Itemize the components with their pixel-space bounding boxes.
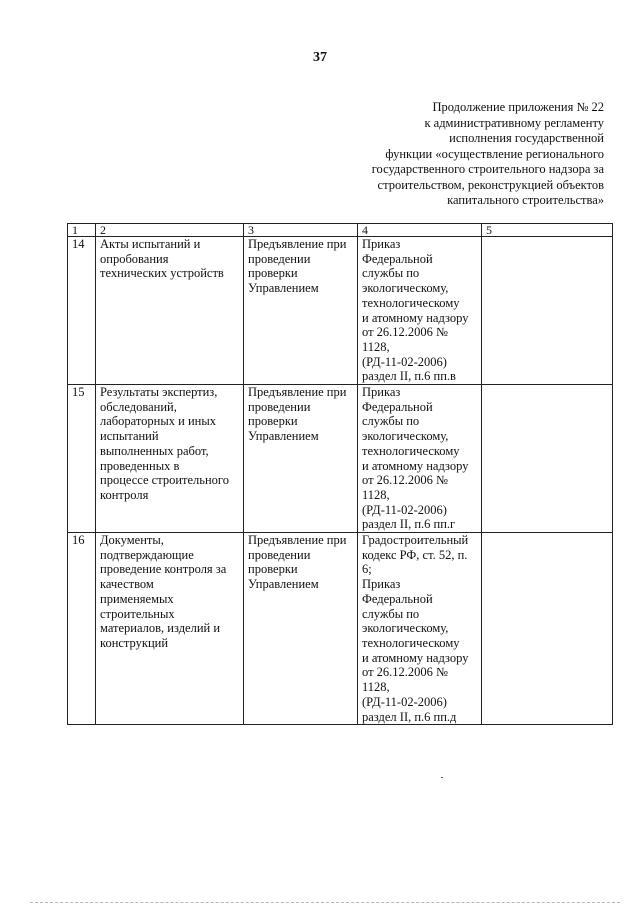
row-number-cell: 14 <box>68 237 96 385</box>
method-cell <box>244 533 358 725</box>
basis-cell-line: Градостроительный <box>362 533 469 548</box>
basis-cell-line: раздел II, п.6 пп.в <box>362 369 456 384</box>
basis-cell-line: от 26.12.2006 № <box>362 665 448 680</box>
method-cell-line: проверки <box>248 266 298 281</box>
header-line: Продолжение приложения № 22 <box>432 100 604 114</box>
basis-cell-line: службы по <box>362 414 420 429</box>
document-cell-line: обследований, <box>100 399 177 414</box>
basis-cell-line: Приказ <box>362 237 401 251</box>
basis-cell-line: экологическому, <box>362 429 449 444</box>
document-cell-line: Результаты экспертиз, <box>100 385 218 400</box>
basis-cell-line: (РД-11-02-2006) <box>362 354 447 369</box>
table-body <box>68 224 613 725</box>
method-cell-line: Предъявление при <box>248 237 347 251</box>
header-line: капитального строительства» <box>447 193 604 207</box>
column-header: 1 <box>68 224 96 237</box>
note-cell <box>482 533 613 725</box>
method-cell-line: Управлением <box>248 577 319 592</box>
basis-cell-line: технологическому <box>362 443 460 458</box>
document-cell-line: выполненных работ, <box>100 443 209 458</box>
basis-cell-line: Федеральной <box>362 399 433 414</box>
basis-cell-line: от 26.12.2006 № <box>362 473 448 488</box>
basis-cell-line: и атомному надзору <box>362 650 469 665</box>
note-cell <box>482 385 613 533</box>
page-number: 37 <box>313 50 327 65</box>
document-cell-line: Акты испытаний и <box>100 237 201 251</box>
basis-cell-line: Приказ <box>362 385 401 400</box>
table-row <box>68 237 613 385</box>
header-line: исполнения государственной <box>449 131 604 145</box>
basis-cell-line: (РД-11-02-2006) <box>362 502 447 517</box>
method-cell-line: Управлением <box>248 281 319 296</box>
table-header-row <box>68 224 613 237</box>
basis-cell-line: службы по <box>362 266 420 281</box>
header-line: функции «осуществление регионального <box>385 146 604 161</box>
document-cell <box>96 533 244 725</box>
document-cell-line: подтверждающие <box>100 547 194 562</box>
basis-cell-line: 1128, <box>362 680 390 695</box>
basis-cell-line: 1128, <box>362 339 390 354</box>
method-cell <box>244 237 358 385</box>
basis-cell-line: службы по <box>362 606 420 621</box>
column-header: 4 <box>358 224 482 237</box>
method-cell-line: проверки <box>248 414 298 429</box>
row-number-cell: 16 <box>68 533 96 725</box>
basis-cell-line: раздел II, п.6 пп.г <box>362 517 456 532</box>
method-cell <box>244 385 358 533</box>
document-cell-line: Документы, <box>100 533 164 548</box>
document-cell-line: проведенных в <box>100 458 180 473</box>
column-header: 5 <box>482 224 613 237</box>
basis-cell-line: Приказ <box>362 577 401 592</box>
document-cell-line: технических устройств <box>100 266 224 281</box>
document-cell-line: контроля <box>100 487 149 502</box>
method-cell-line: проведении <box>248 399 311 414</box>
table-row <box>68 385 613 533</box>
regulation-table <box>67 223 613 725</box>
basis-cell-line: технологическому <box>362 635 460 650</box>
basis-cell-line: 1128, <box>362 487 390 502</box>
document-cell-line: конструкций <box>100 635 169 650</box>
document-cell <box>96 385 244 533</box>
column-header: 2 <box>96 224 244 237</box>
table-row <box>68 533 613 725</box>
basis-cell-line: кодекс РФ, ст. 52, п. <box>362 547 468 562</box>
document-cell-line: опробования <box>100 251 169 266</box>
basis-cell-line: Федеральной <box>362 591 433 606</box>
document-cell-line: материалов, изделий и <box>100 621 221 636</box>
header-line: государственного строительного надзора за <box>371 162 604 176</box>
basis-cell <box>358 385 482 533</box>
method-cell-line: проверки <box>248 562 298 577</box>
basis-cell-line: (РД-11-02-2006) <box>362 694 447 709</box>
column-header: 3 <box>244 224 358 237</box>
document-cell-line: испытаний <box>100 429 159 444</box>
method-cell-line: Предъявление при <box>248 533 347 548</box>
basis-cell-line: технологическому <box>362 295 460 310</box>
basis-cell-line: Федеральной <box>362 251 433 266</box>
document-cell <box>96 237 244 385</box>
basis-cell-line: раздел II, п.6 пп.д <box>362 709 457 724</box>
basis-cell <box>358 533 482 725</box>
basis-cell-line: экологическому, <box>362 281 449 296</box>
document-cell-line: применяемых <box>100 591 174 606</box>
method-cell-line: Управлением <box>248 429 319 444</box>
header-line: строительством, реконструкцией объектов <box>377 177 604 192</box>
scan-speck <box>441 777 443 778</box>
appendix-header <box>304 100 604 209</box>
basis-cell-line: 6; <box>362 562 372 577</box>
document-cell-line: процессе строительного <box>100 473 229 488</box>
document-cell-line: проведение контроля за <box>100 562 227 577</box>
header-line: к административному регламенту <box>424 115 604 130</box>
basis-cell <box>358 237 482 385</box>
basis-cell-line: и атомному надзору <box>362 310 469 325</box>
document-cell-line: качеством <box>100 577 154 592</box>
method-cell-line: проведении <box>248 547 311 562</box>
scan-footer-noise <box>30 899 620 903</box>
note-cell <box>482 237 613 385</box>
basis-cell-line: экологическому, <box>362 621 449 636</box>
basis-cell-line: и атомному надзору <box>362 458 469 473</box>
basis-cell-line: от 26.12.2006 № <box>362 325 448 340</box>
method-cell-line: проведении <box>248 251 311 266</box>
row-number-cell: 15 <box>68 385 96 533</box>
document-cell-line: строительных <box>100 606 175 621</box>
method-cell-line: Предъявление при <box>248 385 347 400</box>
document-cell-line: лабораторных и иных <box>100 414 216 429</box>
